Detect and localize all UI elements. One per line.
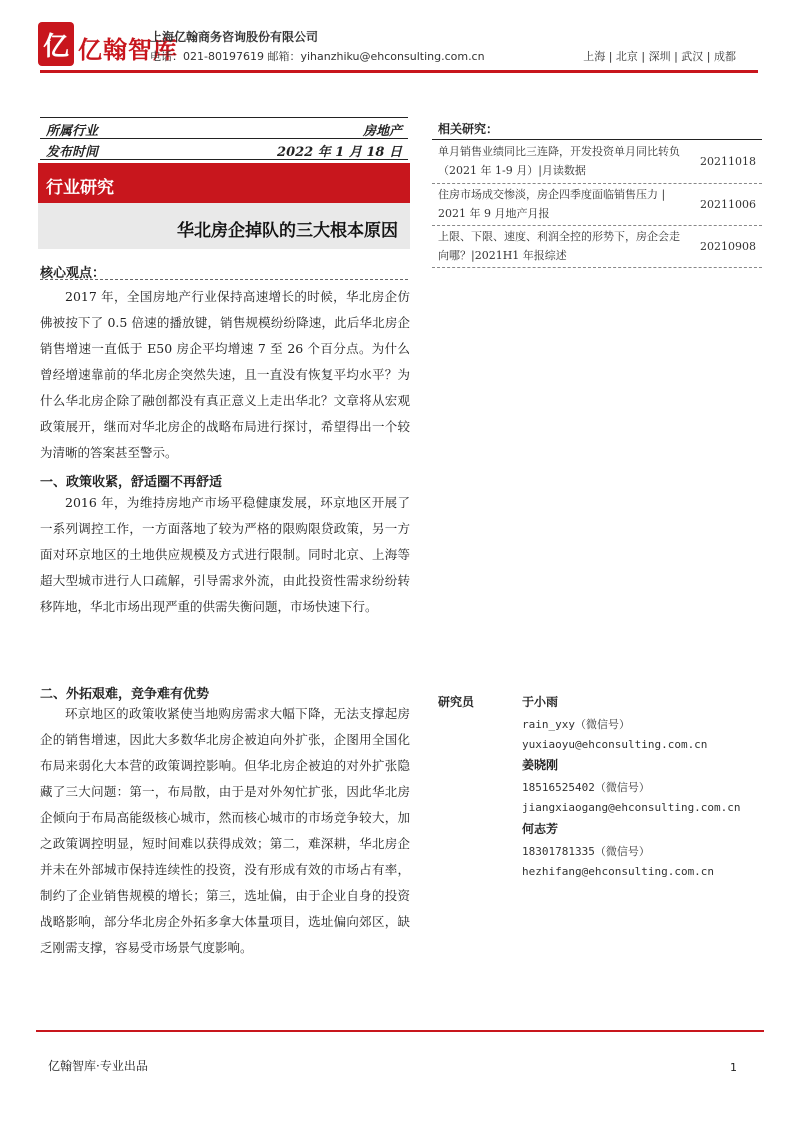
analyst-wechat: 18301781335（微信号） (522, 845, 650, 858)
report-title: 华北房企掉队的三大根本原因 (177, 221, 398, 241)
analyst-email[interactable]: jiangxiaogang@ehconsulting.com.cn (522, 801, 741, 814)
date-label: 发布时间 (46, 145, 99, 160)
section-2-paragraph: 环京地区的政策收紧使当地购房需求大幅下降，无法支撑起房企的销售增速，因此大多数华北房企被迫向外扩张，企图用全国化布局来弱化大本营的政策调控影响。但华北房企被迫的对外扩张隐藏了三大问题：第一，布局散，由于是对外匆忙扩张，因此华北房企倾向于布局高能级核心城市，然而核心城市的市场竞争较大，加之政策调控明显，短时间难以获得成效；第二，难深耕，华北房企并未在外部城市保持连续性的投资，没有形成有效的市场占有率，制约了企业销售规模的增长；第三，选址偏，由于企业自身的投资战略影响，部分华北房企外拓多拿大体量项目，选址偏向郊区，缺乏刚需支撑，容易受市场景气度影响。 (40, 706, 410, 955)
analysts-label: 研究员 (438, 695, 475, 709)
analyst-name: 姜晓刚 (522, 758, 559, 772)
section-band (38, 163, 410, 203)
analyst-name: 何志芳 (522, 822, 559, 836)
section-label: 行业研究 (46, 178, 114, 198)
header-rule (40, 70, 758, 73)
industry-row (40, 117, 408, 139)
industry-value: 房地产 (362, 124, 402, 139)
related-item-title: 上限、下限、速度、利润全控的形势下，房企会走向哪？|2021H1 年报综述 (438, 230, 680, 262)
related-item[interactable] (438, 185, 758, 223)
related-divider (432, 267, 762, 268)
related-item[interactable] (438, 227, 758, 265)
analyst-email[interactable]: yuxiaoyu@ehconsulting.com.cn (522, 738, 708, 751)
core-rule (40, 279, 408, 280)
date-value: 2022 年 1 月 18 日 (277, 145, 402, 160)
analyst-name: 于小雨 (522, 695, 559, 709)
date-row (40, 139, 408, 160)
page-number: 1 (730, 1061, 737, 1074)
title-box (38, 203, 410, 249)
related-item-date: 20211006 (700, 198, 756, 211)
related-item[interactable] (438, 142, 758, 180)
related-item-title: 住房市场成交惨淡，房企四季度面临销售压力 | 2021 年 9 月地产月报 (438, 188, 666, 220)
contact-info: 电话：021-80197619 邮箱：yihanzhiku@ehconsulting.com.cn (150, 50, 485, 63)
section-2-heading: 二、外拓艰难，竞争难有优势 (40, 687, 210, 702)
logo-text: 亿翰智库 (78, 36, 178, 64)
related-item-date: 20211018 (700, 155, 756, 168)
related-divider (432, 183, 762, 184)
related-label: 相关研究： (438, 122, 499, 136)
footer-text: 亿翰智库·专业出品 (48, 1059, 148, 1073)
office-cities: 上海 | 北京 | 深圳 | 武汉 | 成都 (583, 50, 736, 63)
section-1-heading: 一、政策收紧，舒适圈不再舒适 (40, 475, 223, 490)
company-name: 上海亿翰商务咨询股份有限公司 (150, 30, 319, 44)
analyst-wechat: 18516525402（微信号） (522, 781, 650, 794)
section-1-paragraph: 2016 年，为维持房地产市场平稳健康发展，环京地区开展了一系列调控工作，一方面落地了较为严格的限购限贷政策，另一方面对环京地区的土地供应规模及方式进行限制。同时北京、上海等超大型城市进行人口疏解，引导需求外流，由此投资性需求纷纷转移阵地，华北市场出现严重的供需失衡问题，市场快速下行。 (40, 495, 410, 614)
related-top-rule (432, 139, 762, 140)
related-item-title: 单月销售业绩同比三连降，开发投资单月同比转负（2021 年 1-9 月）|月读数据 (438, 145, 680, 177)
core-paragraph: 2017 年，全国房地产行业保持高速增长的时候，华北房企仿佛被按下了 0.5 倍速的播放键，销售规模纷纷降速，此后华北房企销售增速一直低于 E50 房企平均增速 7 至 26 个百分点。为什么曾经增速靠前的华北房企突然失速，且一直没有恢复平均水平？为什么华北房企除了融创都没有真正意义上走出华北？文章将从宏观政策展开，继而对华北房企的战略布局进行探讨，希望得出一个较为清晰的答案甚至警示。 (40, 289, 410, 460)
analyst-email[interactable]: hezhifang@ehconsulting.com.cn (522, 865, 715, 878)
industry-label: 所属行业 (46, 124, 99, 139)
core-label: 核心观点： (40, 266, 106, 281)
footer-rule (36, 1030, 764, 1032)
analyst-wechat: rain_yxy（微信号） (522, 718, 630, 731)
related-divider (432, 225, 762, 226)
logo-mark: 亿 (38, 22, 74, 66)
related-item-date: 20210908 (700, 240, 756, 253)
